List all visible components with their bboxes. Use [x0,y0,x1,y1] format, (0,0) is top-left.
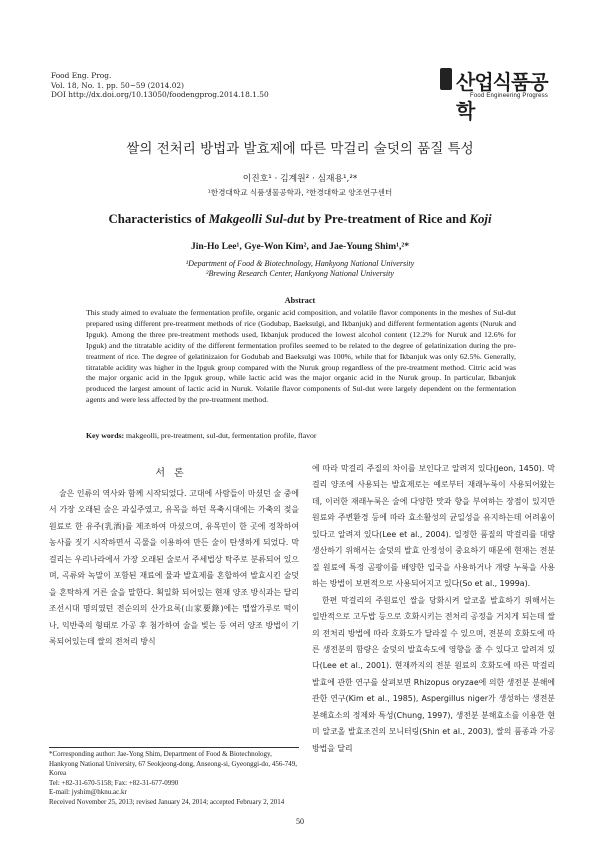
korean-title: 쌀의 전처리 방법과 발효제에 따른 막걸리 술덧의 품질 특성 [126,141,474,157]
footnote [49,750,301,807]
body-column-right [312,461,555,757]
logo-mark-icon [440,68,452,90]
paragraph: 술은 인류의 역사와 함께 시작되었다. 고대에 사람들이 마셨던 술 중에서 가장 오래된 술은 과실주였고, 유목을 하던 목축시대에는 가축의 젖을 원료로 한 유주(乳酒)를 제조하여 마셨으며, 유목민이 한 곳에 정착하여 농사를 짓기 시작하면서 곡물을 이용하여 만든 술이 탄생하게 되었다. 막걸리는 우리나라에서 가장 오래된 술로서 주세법상 탁주로 분류되어 있으며, 곡류와 녹말이 포함된 재료에 물과 발효제를 혼합하여 발효시킨 술덧을 혼탁하게 거른 술을 말한다. 획일화 되어있는 현재 양조 방식과는 달리 조선시대 명의였던 전순의의 산가요록(山家要錄)에는 맵쌀가루로 떡이나, 익반죽의 형태로 가공 후 첨가하여 술을 빚는 등 여러 양조 방법이 기록되어있는데 쌀의 전처리 방식 [49,489,299,647]
journal-doi: DOI http://dx.doi.org/10.13050/foodengprog.2014.18.1.50 [51,90,269,100]
abstract-text: This study aimed to evaluate the fermentation profile, organic acid composition, and volatile flavor components in the meshes of Sul-dut prepared using different pre-treatment methods of rice (Godubap, Baeksulgi, and Ikbanjuk) and different fermentation agents (Nuruk and Ipguk). Among the three pre-treatment methods used, Ikbanjuk produced the lowest alcohol content (12.2% for Nuruk and 12.6% for Ipguk) and the titratable acidity of the different fermentation profiles seemed to be related to the degree of gelatinization during the pre-treatment of rice. The degree of gelatinizaion for Godubab and Baeksulgi was 100%, while that for Ikbanjuk was only 62.5%. Generally, titratable acidity was higher in the Ipguk group compared with the Nuruk group regardless of the pre-treatment method. Citric acid was the major organic acid in the Ipguk group, while lactic acid was the major organic acid in the Nuruk group. In particular, Ikbanjuk produced the largest amount of lactic acid in Nuruk. Volatile flavor components of Sul-dut were largely dependent on the fermentation agents and were less affected by the pre-treatment method. [86,308,516,405]
korean-authors: 이진호¹ · 김계원² · 심재용¹,²* [242,174,358,184]
keywords-label: Key words: [86,431,125,440]
footnote-divider [49,747,299,748]
paragraph: 한편 막걸리의 주원료인 쌀을 당화시켜 알코올 발효하기 위해서는 일반적으로 고두밥 등으로 호화시키는 전처리 공정을 거치게 되는데 쌀의 전처리 방법에 따라 호화도가 달라질 수 있으며, 전분의 호화도에 따른 생전분의 함량은 술덧의 발효속도에 영향을 줄 수 있다고 알려져 있다(Lee et al., 2001). 현재까지의 전분 원료의 호화도에 따른 막걸리 발효에 관한 연구를 살펴보면 Rhizopus oryzae에 의한 생전분 분해에 관한 연구(Kim et al., 1985), Aspergillus niger가 생성하는 생전분 분해효소의 정제와 특성(Chung, 1997), 생전분 분해효소를 이용한 현미 알코올 발효조건의 모니터링(Shin et al., 2003), 쌀의 품종과 가공방법을 달리 [312,595,555,753]
page-number: 50 [296,817,304,826]
title-part: Characteristics of [108,212,209,226]
abstract-heading: Abstract [284,296,316,305]
korean-affiliations: ¹한경대학교 식품생물공학과, ²한경대학교 양조연구센터 [207,188,393,197]
contact-phone: Tel: +82-31-670-5158; Fax: +82-31-677-0990 [49,778,179,787]
received-dates: Received November 25, 2013; revised January 24, 2014; accepted February 2, 2014 [49,797,285,806]
english-affiliation-2: ²Brewing Research Center, Hankyong National University [206,269,394,278]
journal-name: Food Eng. Prog. [51,71,112,80]
title-part-italic: Koji [469,212,492,226]
title-part: by Pre-treatment of Rice and [304,212,470,226]
logo-title: 산업식품공학 [456,70,548,123]
journal-logo [440,66,558,123]
english-title [0,212,600,227]
english-affiliation-1: ¹Department of Food & Biotechnology, Hankyong National University [185,259,415,268]
english-authors: Jin-Ho Lee¹, Gye-Won Kim², and Jae-Young Shim¹,²* [190,241,410,252]
contact-email: E-mail: jyshim@hknu.ac.kr [49,788,127,796]
body-column-left [49,486,299,651]
journal-info [51,71,269,100]
corresponding-author: *Corresponding author: Jae-Yong Shim, Department of Food & Biotechnology, Hankyong National University, 67 Seokjeong-dong, Anseong-si, Gyeonggi-do, 456-749, Korea [49,750,298,777]
keywords [86,431,526,440]
paragraph: 에 따라 막걸리 주질의 차이를 보인다고 알려져 있다(Jeon, 1450). 막걸리 양조에 사용되는 발효제로는 예로부터 재래누룩이 사용되어왔는데, 이러한 재래누룩은 술에 다양한 맛과 향을 부여하는 장점이 있지만 원료와 주변환경 등에 따라 효소활성의 균일성을 유지하는데 어려움이 있다고 알려져 있다(Lee et al., 2004). 일정한 품질의 막걸리를 대량생산하기 위해서는 술덧의 발효 안정성이 중요하기 때문에 현재는 전분질 원료에 특정 곰팡이를 배양한 입국을 사용하거나 개량 누룩을 사용하는 방법이 보편적으로 사용되어지고 있다(So et al., 1999a). [312,464,555,589]
logo-subtitle: Food Engineering Progress [470,93,549,99]
journal-volume: Vol. 18, No. 1. pp. 50~59 (2014.02) [51,80,184,90]
section-heading: 서론 [155,468,193,479]
keywords-list: makgeolli, pre-treatment, sul-dut, fermentation profile, flavor [124,431,317,440]
title-part-italic: Makgeolli Sul-dut [208,212,305,226]
